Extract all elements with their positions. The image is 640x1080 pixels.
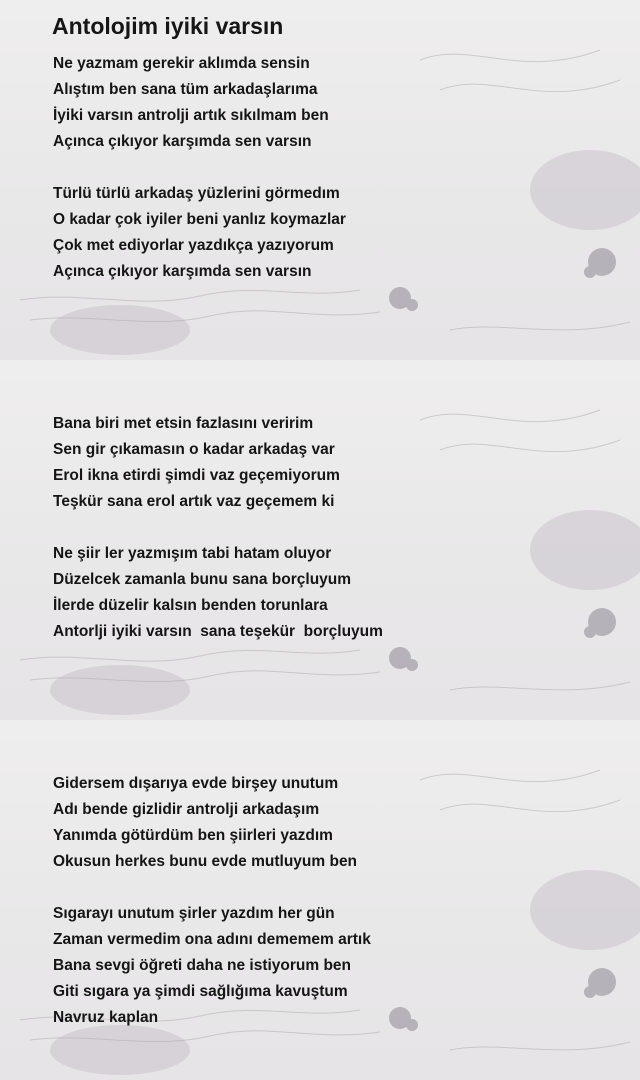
- poem-line: Sen gir çıkamasın o kadar arkadaş var: [53, 441, 335, 458]
- poem-title: Antolojim iyiki varsın: [52, 13, 284, 39]
- poem-line: Bana sevgi öğreti daha ne istiyorum ben: [53, 957, 352, 974]
- poem-line: Adı bende gizlidir antrolji arkadaşım: [53, 801, 320, 818]
- poem-line: Sıgarayı unutum şirler yazdım her gün: [53, 905, 335, 922]
- poem-line: İlerde düzelir kalsın benden torunlara: [53, 597, 328, 614]
- poem-line: Teşkür sana erol artık vaz geçemem ki: [53, 493, 335, 510]
- poem-line: Erol ikna etirdi şimdi vaz geçemiyorum: [53, 467, 340, 484]
- poem-line: Bana biri met etsin fazlasını veririm: [53, 415, 314, 432]
- poem-line: İyiki varsın antrolji artık sıkılmam ben: [53, 107, 329, 124]
- poem-line: Türlü türlü arkadaş yüzlerini görmedım: [53, 185, 340, 202]
- poem-line: Alıştım ben sana tüm arkadaşlarıma: [53, 81, 318, 98]
- poem-line: Antorlji iyiki varsın sana teşekür borçluyum: [53, 623, 383, 640]
- poem-line: Zaman vermedim ona adını dememem artık: [53, 931, 371, 948]
- poem-line: Ne yazmam gerekir aklımda sensin: [53, 55, 310, 72]
- poem-line: O kadar çok iyiler beni yanlız koymazlar: [53, 211, 346, 228]
- poem-author: Navruz kaplan: [53, 1009, 159, 1026]
- poem-line: Açınca çıkıyor karşımda sen varsın: [53, 263, 312, 280]
- poem-line: Okusun herkes bunu evde mutluyum ben: [53, 853, 358, 870]
- poem-line: Ne şiir ler yazmışım tabi hatam oluyor: [53, 545, 332, 562]
- poem-line: Gidersem dışarıya evde birşey unutum: [53, 775, 339, 792]
- poem-line: Yanımda götürdüm ben şiirleri yazdım: [53, 827, 333, 844]
- poem-line: Giti sıgara ya şimdi sağlığıma kavuştum: [53, 983, 348, 1000]
- poem-line: Çok met ediyorlar yazdıkça yazıyorum: [53, 237, 334, 254]
- poem-line: Açınca çıkıyor karşımda sen varsın: [53, 133, 312, 150]
- poem-line: Düzelcek zamanla bunu sana borçluyum: [53, 571, 352, 588]
